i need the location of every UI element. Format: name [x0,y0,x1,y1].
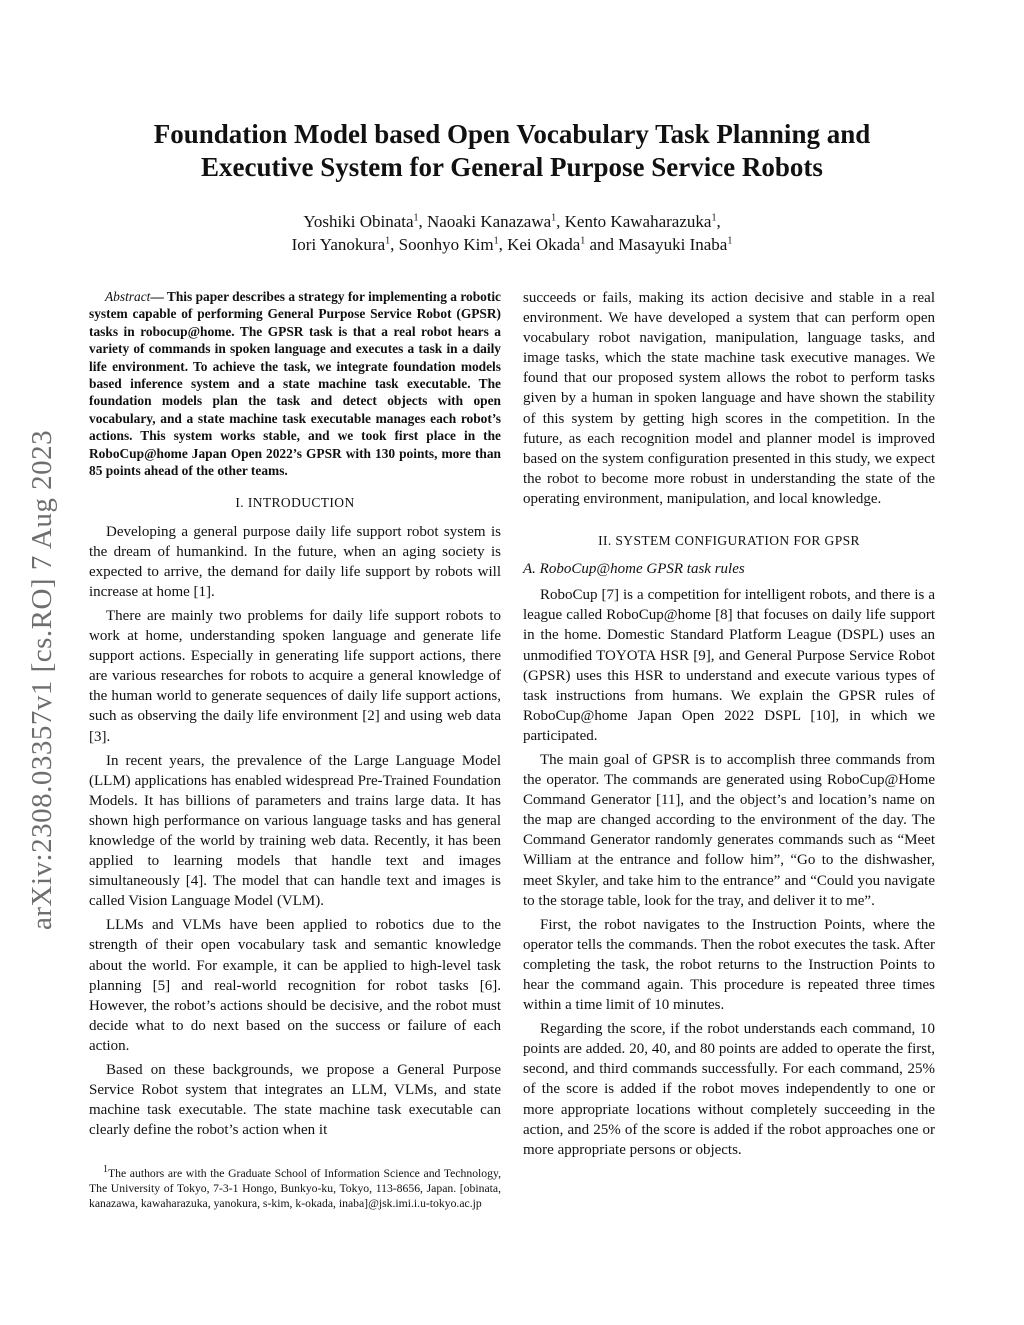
intro-paragraph: LLMs and VLMs have been applied to robotics due to the strength of their open vocabulary task and semantic knowledge about the world. For example, it can be applied to high-level task planning [5] and real-world recognition for robot tasks [6]. However, the robot’s actions should be decisive, and the robot must decide what to do next based on the success or failure of each action. [89,917,501,1054]
section-paragraph: Regarding the score, if the robot understands each command, 10 points are added. 20, 40, and 80 points are added to operate the first, second, and third commands successfully. For each command, 25% of the score is added if the robot moves independently to one or more appropriate locations without completely succeeding in the action, and 25% of the score is added if the robot approaches one or more appropriate persons or objects. [523,1021,935,1158]
title-line-1: Foundation Model based Open Vocabulary Task Planning and [153,119,871,149]
author-affiliation-mark: 1 [413,212,419,224]
right-column [523,288,935,1164]
author-name: Masayuki Inaba [618,235,728,254]
paper-title [100,118,924,184]
author-name: Soonhyo Kim [398,235,494,254]
arxiv-identifier: arXiv:2308.03357v1 [cs.RO] 7 Aug 2023 [26,429,58,930]
section-heading-introduction: I. INTRODUCTION [235,495,355,511]
affiliation-footnote [89,1166,501,1212]
subsection-heading-gpsr-rules: A. RoboCup@home GPSR task rules [523,561,745,578]
section-paragraph: The main goal of GPSR is to accomplish three commands from the operator. The commands are generated using RoboCup@Home Command Generator [11], and the object’s and location’s name on the map are changed according to the environment of the day. The Command Generator randomly generates commands such as “Meet William at the entrance and follow him”, “Go to the dishwasher, meet Skyler, and take him to the entrance” and “Could you navigate to the storage table, look for the tray, and deliver it to me”. [523,751,935,909]
footnote-text: The authors are with the Graduate School of Information Science and Technology, The University of Tokyo, 7-3-1 Hongo, Bunkyo-ku, Tokyo, 113-8656, Japan. [obinata, kanazawa, kawaharazuka, yanokura, s-kim, k-okada, inaba]@jsk.imi.i.u-tokyo.ac.jp [89,1167,501,1211]
author-affiliation-mark: 1 [551,212,557,224]
intro-paragraph: Based on these backgrounds, we propose a General Purpose Service Robot system that integrates an LLM, VLMs, and state machine task executable. The state machine task executable can clearly define the robot’s action when it [89,1062,501,1139]
author-name: Kei Okada [507,235,581,254]
abstract [89,288,501,479]
abstract-label: Abstract [105,289,151,304]
intro-paragraph: There are mainly two problems for daily life support robots to work at home, understanding spoken language and generate life support actions. Especially in generating life support actions, there are various researches for robots to acquire a general knowledge of the human world to generate sequences of daily life support actions, such as observing the daily life environment [2] and using web data [3]. [89,607,501,745]
abstract-text: — This paper describes a strategy for implementing a robotic system capable of performing General Purpose Service Robot (GPSR) tasks in robocup@home. The GPSR task is that a real robot hears a variety of commands in spoken language and executes a task in a daily life environment. To achieve the task, we integrate foundation models based inference system and a state machine task executable. The foundation models plan the task and detect objects with open vocabulary, and a state machine task executable manages each robot’s actions. This system works stable, and we took first place in the RoboCup@home Japan Open 2022’s GPSR with 130 points, more than 85 points ahead of the other teams. [89,289,501,479]
author-separator: , [418,212,428,231]
author-name: Yoshiki Obinata [303,212,414,231]
author-separator: , [390,235,399,254]
author-name: Kento Kawaharazuka [564,212,712,231]
intro-paragraph: In recent years, the prevalence of the Large Language Model (LLM) applications has enabled widespread Pre-Trained Foundation Models. It has billions of parameters and trains large data. It has shown high performance on various language tasks and has general knowledge of the world by training web data. Recently, it has been applied to learning models that handle text and images simultaneously [4]. The model that can handle text and images is called Vision Language Model (VLM). [89,752,501,910]
author-list [100,210,924,256]
intro-paragraph: Developing a general purpose daily life support robot system is the dream of humankind. In the future, when an aging society is expected to arrive, the demand for daily life support by robots will increase at home [1]. [89,523,501,600]
section-paragraph: RoboCup [7] is a competition for intelligent robots, and there is a league called RoboCup@home [8] that focuses on daily life support in the home. Domestic Standard Platform League (DSPL) uses an unmodified TOYOTA HSR [9], and General Purpose Service Robot (GPSR) uses this HSR to understand and execute various types of task instructions from humans. We explain the GPSR rules of RoboCup@home Japan Open 2022 DSPL [10], in which we participated. [523,587,935,744]
section-paragraph: First, the robot navigates to the Instruction Points, where the operator tells the commands. Then the robot executes the task. After completing the task, the robot returns to the Instruction Points to hear the command again. This procedure is repeated three times within a time limit of 10 minutes. [523,916,935,1014]
author-separator: , [716,212,721,231]
author-affiliation-mark: 1 [711,212,717,224]
section-heading-system-configuration: II. SYSTEM CONFIGURATION FOR GPSR [598,533,860,549]
left-column [89,288,501,1144]
author-name: Naoaki Kanazawa [427,212,552,231]
title-line-2: Executive System for General Purpose Service Robots [201,152,823,182]
author-affiliation-mark: 1 [493,235,499,247]
authors-line-2 [100,233,924,256]
intro-continuation: succeeds or fails, making its action decisive and stable in a real environment. We have developed a system that can perform open vocabulary robot navigation, manipulation, language tasks, and image tasks, which the state machine task executive manages. We found that our proposed system allows the robot to perform tasks given by a human in spoken language and have shown the stability of this system by getting high scores in the competition. In the future, as each recognition model and planner model is improved based on the system configuration presented in this study, we expect the robot to become more robust in understanding the state of the operating environment, manipulation, and local knowledge. [523,290,935,507]
authors-line-1 [100,210,924,233]
footnote-mark: 1 [103,1164,108,1176]
author-separator: and [585,235,619,254]
author-name: Iori Yanokura [291,235,386,254]
author-affiliation-mark: 1 [727,235,733,247]
author-affiliation-mark: 1 [385,235,391,247]
author-separator: , [498,235,508,254]
author-separator: , [556,212,565,231]
author-affiliation-mark: 1 [580,235,586,247]
